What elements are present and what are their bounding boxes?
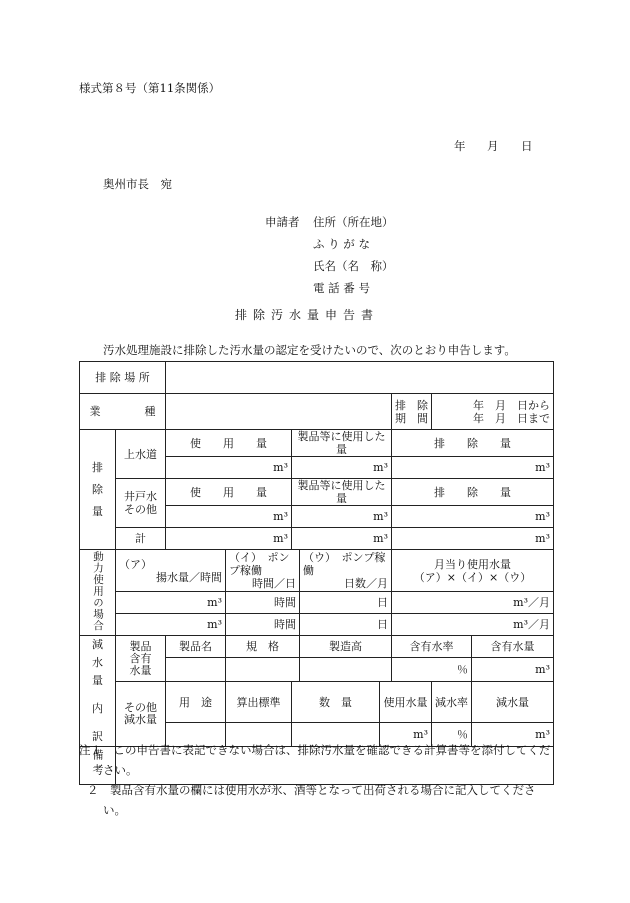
pump-i-field-1[interactable]: 時間 (226, 592, 300, 614)
monthly-header: 月当り使用水量 （ア）×（イ）×（ウ） (392, 550, 554, 592)
addressee: 奥州市長 宛 (103, 177, 172, 191)
period-field[interactable]: 年 月 日から 年 月 日まで (432, 394, 554, 430)
product-name-field[interactable] (166, 658, 226, 682)
well-usage-header: 使 用 量 (166, 479, 292, 506)
date-year: 年 (454, 139, 466, 153)
discharge-label: 排 除 量 (80, 430, 116, 550)
reduction-label: 減水量 内 訳 (80, 636, 116, 747)
quantity-header: 数 量 (292, 682, 380, 723)
date-month: 月 (487, 139, 499, 153)
intro-text: 汚水処理施設に排除した汚水量の認定を受けたいので、次のとおり申告します。 (103, 343, 516, 357)
pump-a-field-1[interactable]: m³ (116, 592, 226, 614)
spec-header: 規 格 (226, 636, 300, 658)
purpose-header: 用 途 (166, 682, 226, 723)
applicant-furigana: ふ り が な (313, 237, 370, 251)
well-product-header: 製品等に使用した量 (292, 479, 392, 506)
total-discharge-field[interactable]: m³ (392, 528, 554, 550)
well-product-field[interactable]: m³ (292, 506, 392, 528)
water-used-field[interactable]: m³ (380, 723, 432, 747)
water-used-header: 使用水量 (380, 682, 432, 723)
monthly-field-2[interactable]: m³／月 (392, 614, 554, 636)
water-content-field[interactable]: m³ (472, 658, 554, 682)
calc-basis-header: 算出標準 (226, 682, 292, 723)
other-reduction-label: その他 減水量 (116, 682, 166, 747)
well-water-label: 井戸水 その他 (116, 479, 166, 528)
date-day: 日 (521, 139, 533, 153)
page-title: 排除汚水量申告書 (235, 308, 380, 322)
pump-i-field-2[interactable]: 時間 (226, 614, 300, 636)
note-1: 注１ この申告書に表記できない場合は、排除汚水量を確認できる計算書等を添付してください。 (79, 743, 551, 777)
power-use-label: 動力使用の場合 (80, 550, 116, 636)
water-supply-discharge-field[interactable]: m³ (392, 457, 554, 479)
well-discharge-header: 排 除 量 (392, 479, 554, 506)
location-field[interactable] (166, 362, 554, 394)
total-product-field[interactable]: m³ (292, 528, 392, 550)
production-header: 製造高 (300, 636, 392, 658)
water-supply-usage-header: 使 用 量 (166, 430, 292, 457)
form-number: 様式第８号（第11条関係） (79, 81, 221, 95)
total-usage-field[interactable]: m³ (166, 528, 292, 550)
water-content-rate-header: 含有水率 (392, 636, 472, 658)
col-i-header: （イ） ポンプ稼働 時間／日 (226, 550, 300, 592)
col-u-header: （ウ） ポンプ稼働 日数／月 (300, 550, 392, 592)
product-water-label: 製品 含有 水量 (116, 636, 166, 682)
pump-u-field-2[interactable]: 日 (300, 614, 392, 636)
industry-label: 業 種 (80, 394, 166, 430)
location-label: 排 除 場 所 (80, 362, 166, 394)
note-2: ２ 製品含有水量の欄には使用水が氷、酒等となって出荷される場合に記入してください。 (87, 783, 536, 817)
remarks-label: 備考 (80, 747, 116, 785)
applicant-label: 申請者 (265, 215, 300, 229)
well-usage-field[interactable]: m³ (166, 506, 292, 528)
period-label: 排 除 期 間 (392, 394, 432, 430)
water-content-header: 含有水量 (472, 636, 554, 658)
reduction-rate-field[interactable]: ％ (432, 723, 472, 747)
notes (79, 740, 553, 820)
water-supply-label: 上水道 (116, 430, 166, 479)
reduction-amount-field[interactable]: m³ (472, 723, 554, 747)
total-label: 計 (116, 528, 166, 550)
well-discharge-field[interactable]: m³ (392, 506, 554, 528)
applicant-name: 氏名（名 称） (313, 259, 394, 273)
monthly-field-1[interactable]: m³／月 (392, 592, 554, 614)
pump-a-field-2[interactable]: m³ (116, 614, 226, 636)
reduction-amount-header: 減水量 (472, 682, 554, 723)
water-supply-usage-field[interactable]: m³ (166, 457, 292, 479)
declaration-table (79, 361, 554, 785)
water-supply-product-field[interactable]: m³ (292, 457, 392, 479)
production-field[interactable] (300, 658, 392, 682)
col-a-header: （ア） 揚水量／時間 (116, 550, 226, 592)
applicant-phone: 電 話 番 号 (313, 281, 370, 295)
industry-field[interactable] (166, 394, 392, 430)
applicant-address: 住所（所在地） (313, 215, 394, 229)
pump-u-field-1[interactable]: 日 (300, 592, 392, 614)
water-supply-product-header: 製品等に使用した量 (292, 430, 392, 457)
reduction-rate-header: 減水率 (432, 682, 472, 723)
product-name-header: 製品名 (166, 636, 226, 658)
water-content-rate-field[interactable]: ％ (392, 658, 472, 682)
water-supply-discharge-header: 排 除 量 (392, 430, 554, 457)
spec-field[interactable] (226, 658, 300, 682)
